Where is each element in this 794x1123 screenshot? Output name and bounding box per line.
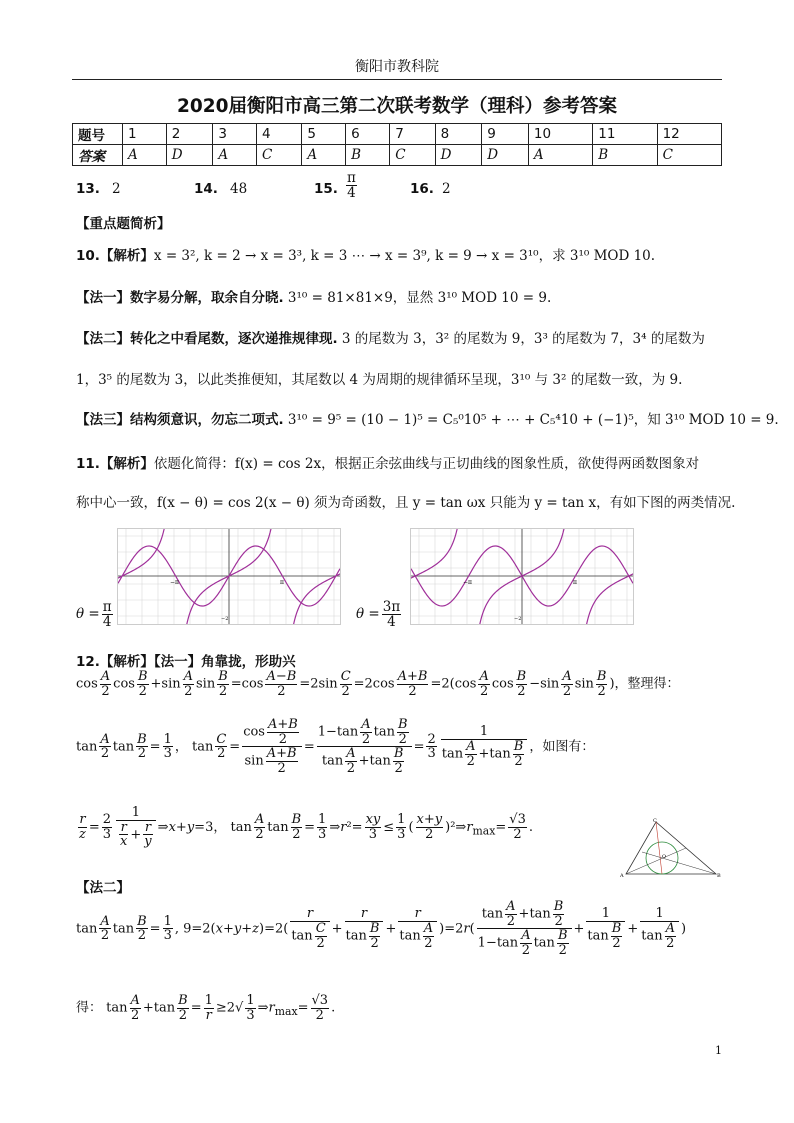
tick-label-neg-pi: −π <box>170 579 179 586</box>
q12-result: 得： tan $\frac{A}{2}$ +tan $\frac{B}{2}$ = $\frac{1}{r}$ ≥2√ $\frac{1}{3}$ $\Rightarrow r_{max}=$ $\frac{√3}{2}$ . <box>76 993 336 1023</box>
q12-heading: 12.【解析】【法一】角靠拢，形助兴 <box>76 654 296 670</box>
page-number: 1 <box>715 1044 722 1057</box>
table-cell: 8 <box>435 124 482 145</box>
q13-number: 13. <box>76 181 100 197</box>
q12-equation4: tan $\frac{A}{2}$ tan $\frac{B}{2}$ = $\frac{1}{3}$ , 9=2(x+y+z)=2( r tan $\frac{C}{2}$ + r tan $\frac{B}{2}$ + r tan $\frac{A}{2}$ )=2r( tan $\frac{A}{2}$ +tan $\frac{B}{2}$ 1−tan $\frac{A}{2}$ tan $\frac{B}{2}$ + 1 tan $\frac{B}{2}$ + 1 tan $\frac{A}{2}$ ) <box>76 899 687 958</box>
svg-text:C: C <box>653 818 657 824</box>
header-rule <box>72 79 722 80</box>
table-cell: 1 <box>123 124 167 145</box>
table-cell: D <box>166 145 213 166</box>
row-label: 题号 <box>73 124 123 145</box>
table-cell: 6 <box>346 124 390 145</box>
q11-solution: 11.【解析】依题化简得：f(x) = cos 2x，根据正余弦曲线与正切曲线的图象性质，欲使得两函数图象对 <box>76 456 700 472</box>
tick-label-neg-pi: −π <box>463 579 472 586</box>
table-cell: A <box>528 145 592 166</box>
tick-label-neg-2: −2 <box>514 616 522 622</box>
q10-method3: 【法三】结构须意识，勿忘二项式. 3¹⁰ = 9⁵ = (10 − 1)⁵ = C₅⁰10⁵ + ⋯ + C₅⁴10 + (−1)⁵，知 3¹⁰ MOD 10 = 9. <box>76 412 779 428</box>
q11-solution-cont: 称中心一致，f(x − θ) = cos 2(x − θ) 须为奇函数，且 y = tan ωx 只能为 y = tan x，有如下图的两类情况. <box>76 495 736 511</box>
table-cell: 11 <box>593 124 657 145</box>
table-cell: 2 <box>166 124 213 145</box>
answer-table <box>72 123 722 166</box>
tan-branch <box>117 528 165 579</box>
q10-method1: 【法一】数字易分解，取余自分晓. 3¹⁰ = 81×81×9，显然 3¹⁰ MOD 10 = 9. <box>76 290 552 306</box>
theta1-label: θ = $\frac{\pi}{4}$ <box>76 599 112 631</box>
q10-method2: 【法二】转化之中看尾数，逐次递推规律现. 3 的尾数为 3，3² 的尾数为 9，3³ 的尾数为 7，3⁴ 的尾数为 <box>76 331 705 347</box>
svg-text:A: A <box>620 873 624 879</box>
tan-branch <box>410 528 458 579</box>
table-cell: 3 <box>213 124 257 145</box>
graph-theta-3pi-over-4 <box>410 528 634 625</box>
table-cell: A <box>302 145 346 166</box>
row-label: 答案 <box>73 145 123 166</box>
table-cell: D <box>482 145 529 166</box>
page-header: 衡阳市教科院 <box>355 59 439 75</box>
q16-answer: 2 <box>442 181 451 197</box>
table-cell: 4 <box>257 124 302 145</box>
q13-answer: 2 <box>112 181 121 197</box>
table-cell: C <box>657 145 721 166</box>
table-cell: 7 <box>390 124 435 145</box>
svg-text:O: O <box>662 854 667 860</box>
incircle-triangle-figure <box>620 818 722 880</box>
grid <box>410 528 634 625</box>
tick-label-neg-2: −2 <box>221 616 229 622</box>
table-cell: 9 <box>482 124 529 145</box>
section-heading: 【重点题简析】 <box>76 216 171 232</box>
document-title: 2020届衡阳市高三第二次联考数学（理科）参考答案 <box>177 96 617 117</box>
q16-number: 16. <box>410 181 434 197</box>
table-row <box>73 145 722 166</box>
table-cell: 5 <box>302 124 346 145</box>
table-cell: C <box>257 145 302 166</box>
q12-equation3: $\frac{r}{z}$ = $\frac{2}{3}$ 1 $\frac{r}{x}$ + $\frac{r}{y}$ ⇒x+y=3， tan $\frac{A}{2}$ tan $\frac{B}{2}$ = $\frac{1}{3}$ ⇒r²= $\frac{xy}{3}$ ≤ $\frac{1}{3}$ ( $\frac{x+y}{2}$ )$^2\Rightarrow r_{max}=$ $\frac{√3}{2}$ . <box>79 805 533 850</box>
table-cell: A <box>123 145 167 166</box>
q10-solution: 10.【解析】x = 3², k = 2 → x = 3³, k = 3 ⋯ → x = 3⁹, k = 9 → x = 3¹⁰，求 3¹⁰ MOD 10. <box>76 248 656 264</box>
graph-theta-pi-over-4 <box>117 528 341 625</box>
tick-label-pi: π <box>280 579 284 586</box>
q15-answer: $\frac{\pi}{4}$ <box>347 170 356 202</box>
table-cell: 12 <box>657 124 721 145</box>
table-cell: B <box>593 145 657 166</box>
table-cell: B <box>346 145 390 166</box>
tick-label-pi: π <box>573 579 577 586</box>
table-cell: 10 <box>528 124 592 145</box>
q15-number: 15. <box>314 181 338 197</box>
q14-answer: 48 <box>230 181 248 197</box>
q14-number: 14. <box>194 181 218 197</box>
q10-method2-cont: 1，3⁵ 的尾数为 3，以此类推便知，其尾数以 4 为周期的规律循环呈现，3¹⁰ 与 3² 的尾数一致，为 9. <box>76 372 683 388</box>
table-cell: A <box>213 145 257 166</box>
grid <box>117 528 341 625</box>
q12-method2-heading: 【法二】 <box>76 880 130 896</box>
svg-text:B: B <box>717 873 721 879</box>
table-row <box>73 124 722 145</box>
table-cell: C <box>390 145 435 166</box>
theta2-label: θ = $\frac{3\pi}{4}$ <box>356 599 401 631</box>
q12-equation2: tan $\frac{A}{2}$ tan $\frac{B}{2}$ = $\frac{1}{3}$ ， tan $\frac{C}{2}$ = cos $\frac{A+B}{2}$ sin $\frac{A+B}{2}$ = 1−tan $\frac{A}{2}$ tan $\frac{B}{2}$ tan $\frac{A}{2}$ +tan $\frac{B}{2}$ = $\frac{2}{3}$ 1 tan $\frac{A}{2}$ +tan $\frac{B}{2}$ ，如图有： <box>76 717 595 776</box>
table-cell: D <box>435 145 482 166</box>
q12-equation1: cos $\frac{A}{2}$ cos $\frac{B}{2}$ +sin $\frac{A}{2}$ sin $\frac{B}{2}$ =cos $\frac{A-B}{2}$ =2sin $\frac{C}{2}$ =2cos $\frac{A+B}{2}$ =2(cos $\frac{A}{2}$ cos $\frac{B}{2}$ −sin $\frac{A}{2}$ sin $\frac{B}{2}$ )，整理得： <box>76 669 680 699</box>
fill-in-answers <box>76 170 726 213</box>
